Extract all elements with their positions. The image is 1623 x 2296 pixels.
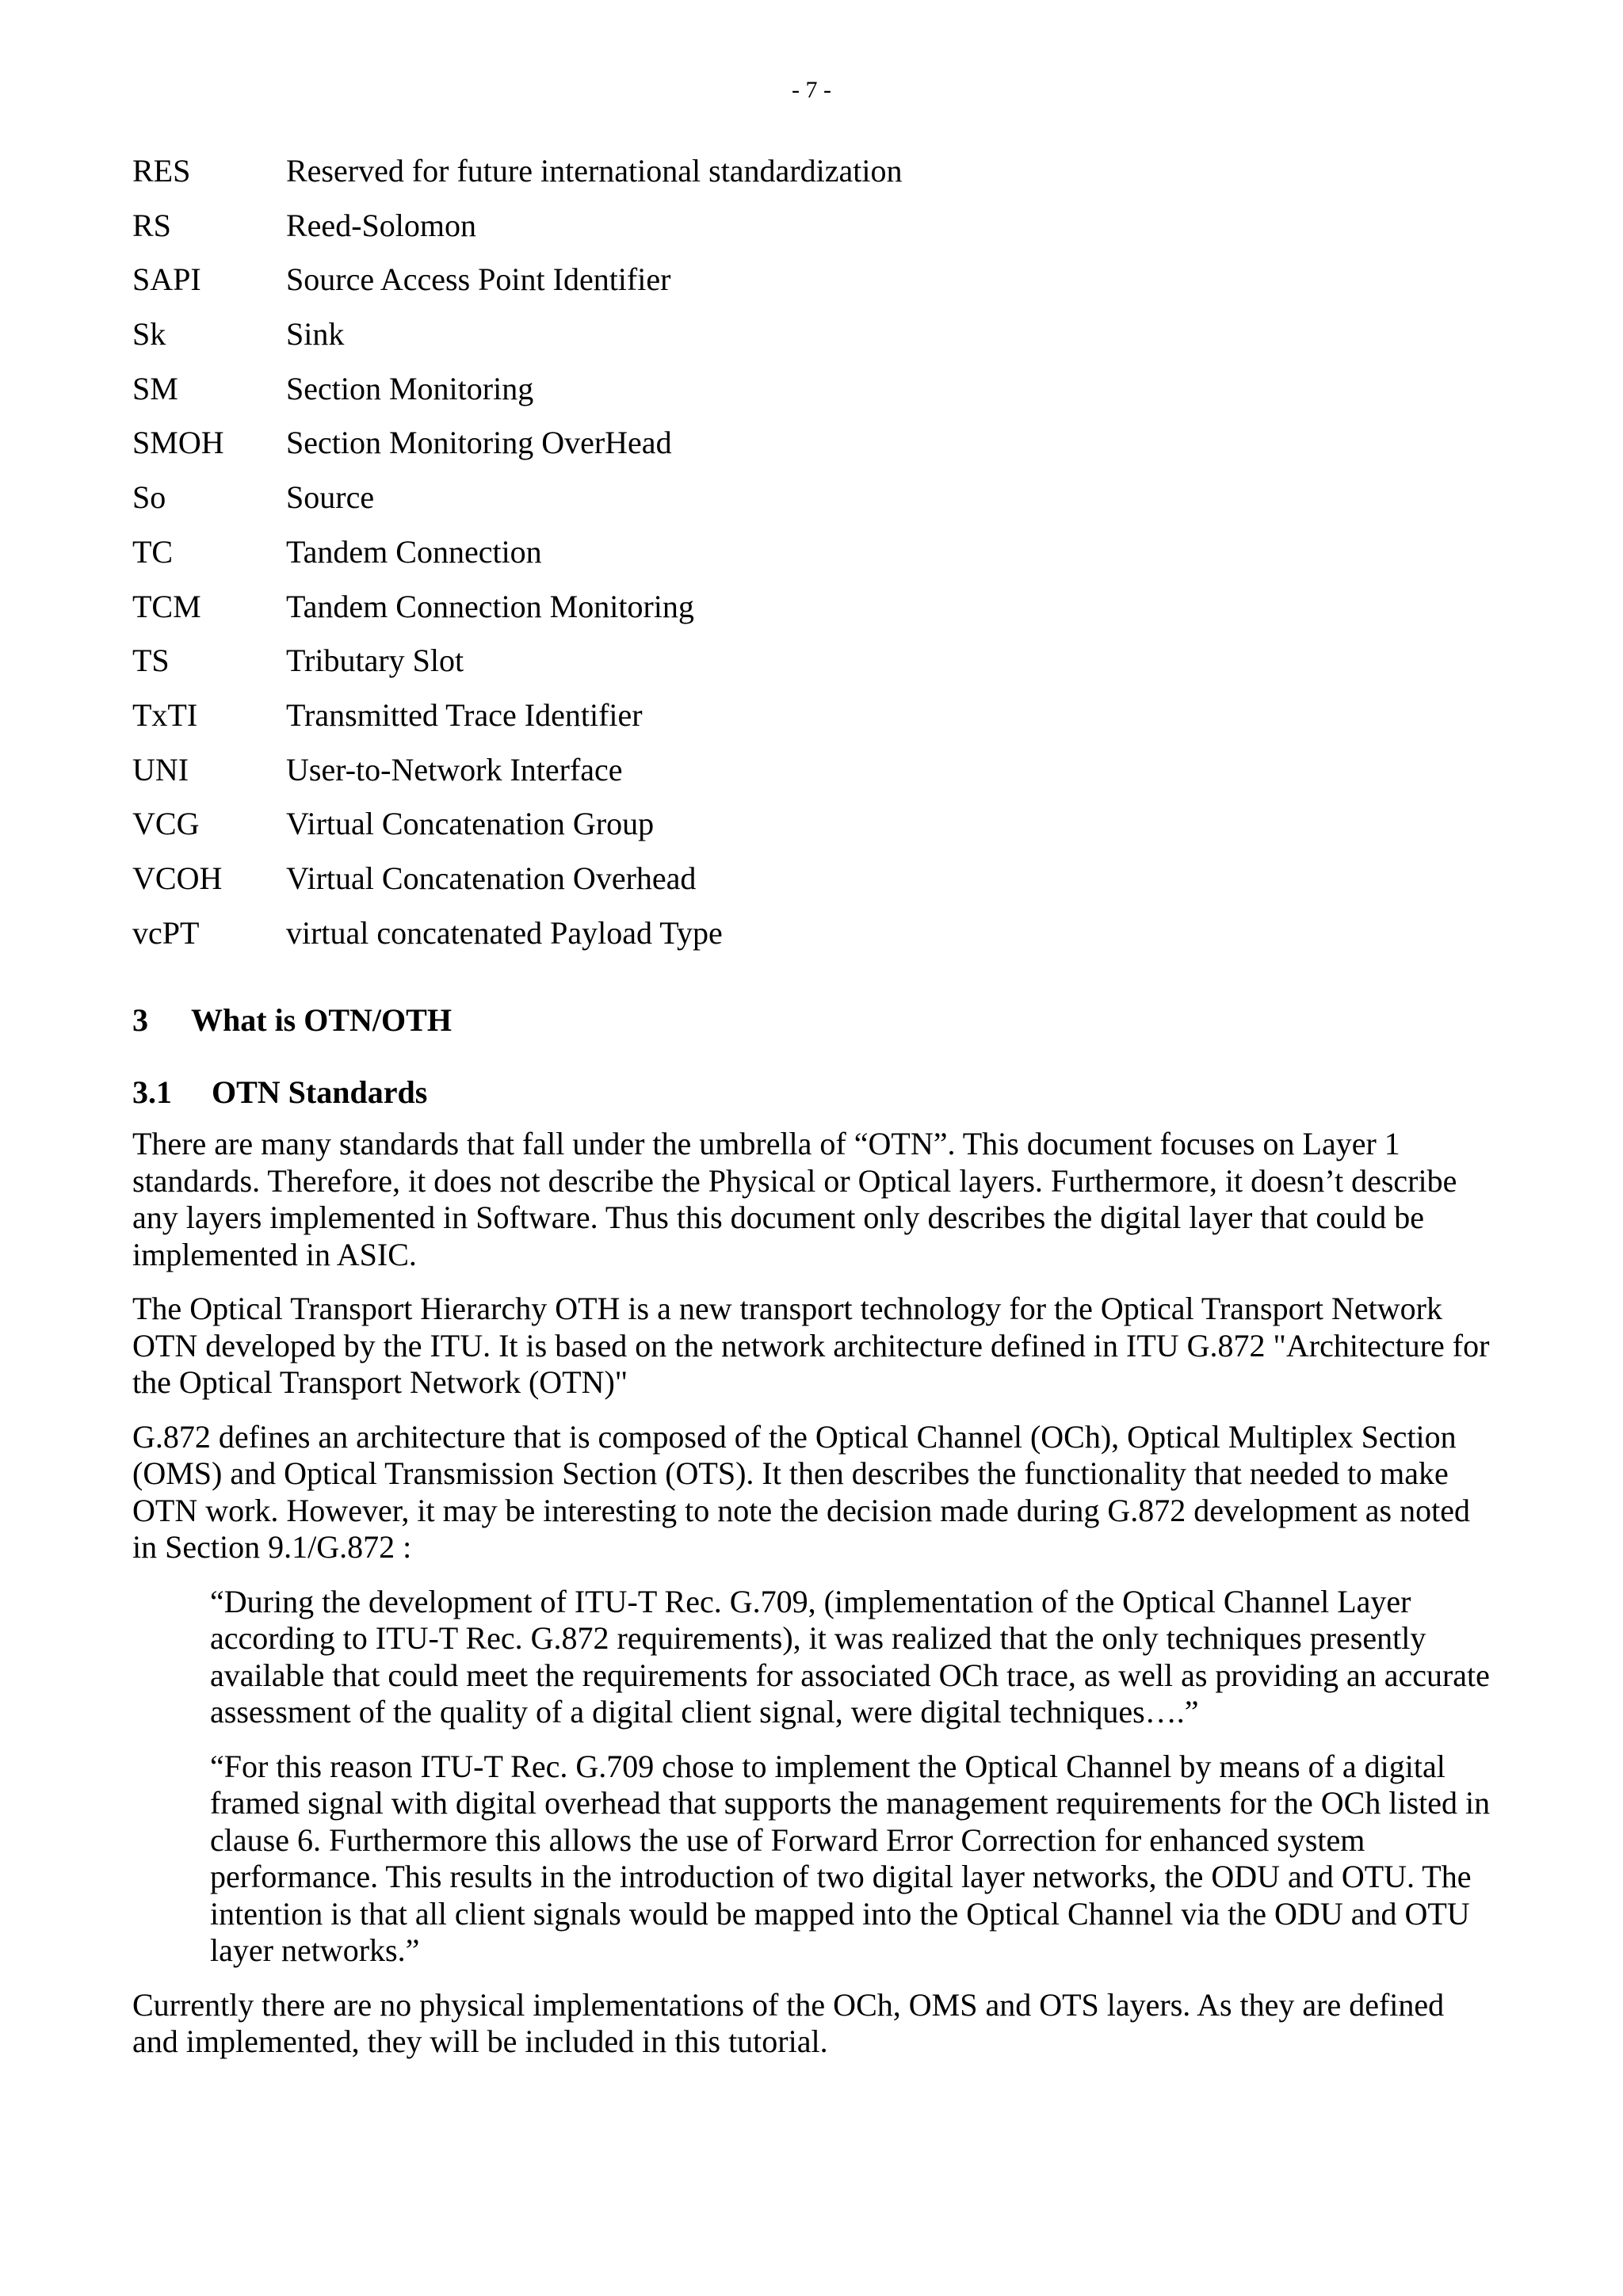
abbreviation-definition: Source (286, 479, 375, 516)
abbreviation-code: vcPT (132, 914, 200, 951)
abbreviation-definition: Transmitted Trace Identifier (286, 696, 643, 733)
abbreviation-code: VCG (132, 806, 200, 842)
abbreviation-code: So (132, 479, 166, 516)
quote-g709-reason: “For this reason ITU-T Rec. G.709 chose to implement the Optical Channel by means of a digital framed signal with digital overhead that supports the management requirements for the OCh listed in clause 6. Furthermore this allows the use of Forward Error Correction for enhanced system performance. This results in the introduction of two digital layer networks, the ODU and OTU. The intention is that all client signals would be mapped into the Optical Channel via the ODU and OTU layer networks.” (210, 1748, 1491, 1968)
abbreviation-row (132, 860, 1495, 914)
abbreviation-list (132, 152, 1495, 968)
abbreviation-row (132, 370, 1495, 425)
abbreviation-row (132, 424, 1495, 479)
paragraph-current-implementations: Currently there are no physical implementations of the OCh, OMS and OTS layers. As they are defined and implemented, they will be included in this tutorial. (132, 1986, 1445, 2059)
abbreviation-row (132, 479, 1495, 533)
abbreviation-definition: Section Monitoring (286, 370, 534, 406)
abbreviation-definition: Tributary Slot (286, 643, 464, 679)
paragraph-g872-architecture: G.872 defines an architecture that is composed of the Optical Channel (OCh), Optical Multiplex Section (OMS) and Optical Transmission Section (OTS). It then describes the functionality that needed to make OTN work. However, it may be interesting to note the decision made during G.872 development as noted in Section 9.1/G.872 : (132, 1418, 1470, 1565)
abbreviation-definition: Source Access Point Identifier (286, 261, 671, 298)
abbreviation-row (132, 805, 1495, 860)
abbreviation-code: UNI (132, 751, 189, 788)
abbreviation-code: VCOH (132, 860, 223, 896)
abbreviation-row (132, 914, 1495, 969)
abbreviation-row (132, 533, 1495, 588)
abbreviation-code: TC (132, 533, 174, 570)
section-number: 3.1 (132, 1074, 172, 1110)
body-text (132, 1126, 1495, 2078)
abbreviation-code: Sk (132, 316, 166, 353)
section-title: What is OTN/OTH (191, 1002, 452, 1038)
abbreviation-definition: Tandem Connection Monitoring (286, 588, 694, 624)
abbreviation-row (132, 588, 1495, 643)
abbreviation-definition: Sink (286, 316, 345, 353)
abbreviation-row (132, 207, 1495, 261)
abbreviation-code: SMOH (132, 425, 224, 461)
abbreviation-definition: Reserved for future international standardization (286, 153, 903, 189)
abbreviation-row (132, 642, 1495, 696)
abbreviation-definition: Virtual Concatenation Overhead (286, 860, 697, 896)
abbreviation-code: RS (132, 207, 171, 243)
page-number: - 7 - (792, 77, 831, 103)
abbreviation-definition: User-to-Network Interface (286, 751, 623, 788)
abbreviation-definition: Section Monitoring OverHead (286, 425, 672, 461)
abbreviation-definition: virtual concatenated Payload Type (286, 914, 723, 951)
section-3-1-heading (132, 1074, 427, 1112)
abbreviation-row (132, 152, 1495, 207)
paragraph-otn-standards: There are many standards that fall under the umbrella of “OTN”. This document focuses on Layer 1 standards. Therefore, it does not describe the Physical or Optical layers. Furthermore, it doesn’t describe any layers implemented in Software. Thus this document only describes the digital layer that could be implemented in ASIC. (132, 1126, 1457, 1272)
paragraph-oth-definition: The Optical Transport Hierarchy OTH is a new transport technology for the Optical Transport Network OTN developed by the ITU. It is based on the network architecture defined in ITU G.872 "Architecture for the Optical Transport Network (OTN)" (132, 1291, 1490, 1400)
section-3-heading (132, 1001, 452, 1039)
abbreviation-definition: Virtual Concatenation Group (286, 806, 655, 842)
abbreviation-row (132, 751, 1495, 806)
abbreviation-definition: Tandem Connection (286, 533, 542, 570)
abbreviation-code: TxTI (132, 696, 198, 733)
abbreviation-definition: Reed-Solomon (286, 207, 476, 243)
abbreviation-code: TCM (132, 588, 201, 624)
abbreviation-code: RES (132, 153, 191, 189)
abbreviation-code: SM (132, 370, 178, 406)
abbreviation-code: SAPI (132, 261, 201, 298)
quote-g709-development: “During the development of ITU-T Rec. G.709, (implementation of the Optical Channel Layer according to ITU-T Rec. G.872 requirements), it was realized that the only techniques presently available that could meet the requirements for associated OCh trace, as well as providing an accurate assessment of the quality of a digital client signal, were digital techniques….” (210, 1583, 1490, 1730)
section-number: 3 (132, 1002, 148, 1038)
abbreviation-code: TS (132, 643, 170, 679)
abbreviation-row (132, 315, 1495, 370)
abbreviation-row (132, 696, 1495, 751)
section-title: OTN Standards (212, 1074, 428, 1110)
abbreviation-row (132, 261, 1495, 315)
